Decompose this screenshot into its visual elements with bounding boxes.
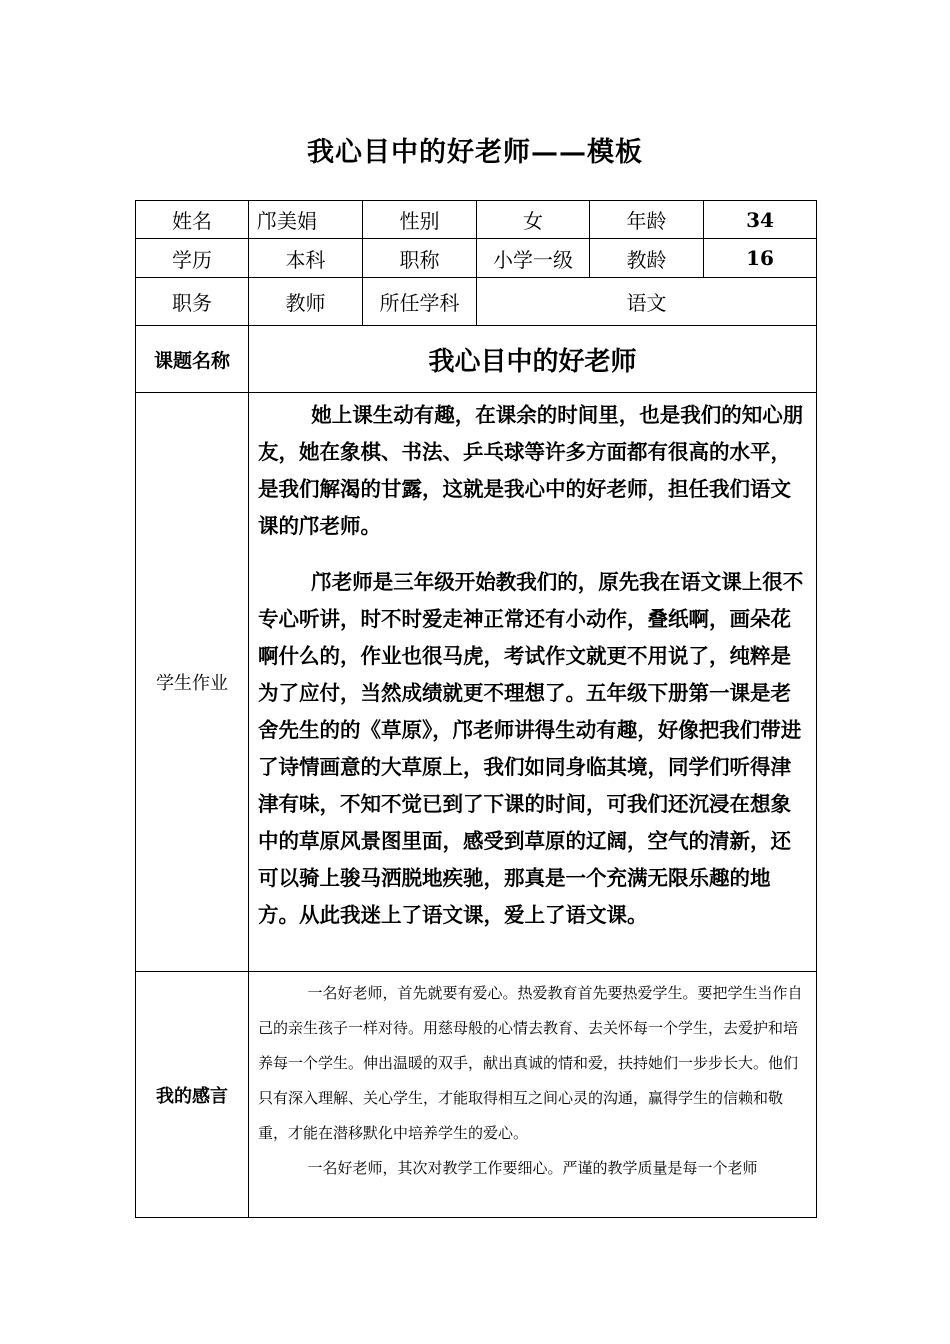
age-label: 年龄 <box>590 201 704 239</box>
gender-value: 女 <box>477 201 590 239</box>
subject-value: 语文 <box>477 278 817 326</box>
professional-title-label: 职称 <box>363 239 477 278</box>
professional-title-value: 小学一级 <box>477 239 590 278</box>
reflection-content <box>249 972 817 1218</box>
homework-content <box>249 393 817 972</box>
subject-label: 所任学科 <box>363 278 477 326</box>
table-row <box>136 972 817 1218</box>
topic-label: 课题名称 <box>136 326 249 393</box>
table-row <box>136 326 817 393</box>
teacher-info-table <box>135 200 817 1218</box>
topic-value: 我心目中的好老师 <box>249 326 817 393</box>
gender-label: 性别 <box>363 201 477 239</box>
education-label: 学历 <box>136 239 249 278</box>
table-row <box>136 239 817 278</box>
page-title: 我心目中的好老师——模板 <box>307 137 643 168</box>
position-value: 教师 <box>249 278 363 326</box>
reflection-paragraph: 一名好老师，首先就要有爱心。热爱教育首先要热爱学生。要把学生当作自己的亲生孩子一样对待。用慈母般的心情去教育、去关怀每一个学生，去爱护和培养每一个学生。伸出温暖的双手，献出真诚的情和爱，扶持她们一步步长大。他们只有深入理解、关心学生，才能取得相互之间心灵的沟通，赢得学生的信赖和敬重，才能在潜移默化中培养学生的爱心。 <box>258 984 803 1142</box>
table-row <box>136 201 817 239</box>
table-row <box>136 278 817 326</box>
homework-paragraph: 她上课生动有趣，在课余的时间里，也是我们的知心朋友，她在象棋、书法、乒乓球等许多方面都有很高的水平，是我们解渴的甘露，这就是我心中的好老师，担任我们语文课的邝老师。 <box>258 403 804 538</box>
reflection-label: 我的感言 <box>136 972 249 1218</box>
table-row <box>136 393 817 972</box>
homework-label: 学生作业 <box>136 393 249 972</box>
name-label: 姓名 <box>136 201 249 239</box>
teaching-years-label: 教龄 <box>590 239 704 278</box>
age-value: 34 <box>704 201 817 239</box>
homework-paragraph: 邝老师是三年级开始教我们的，原先我在语文课上很不专心听讲，时不时爱走神正常还有小动作，叠纸啊，画朵花啊什么的，作业也很马虎，考试作文就更不用说了，纯粹是为了应付，当然成绩就更不理想了。五年级下册第一课是老舍先生的的《草原》，邝老师讲得生动有趣，好像把我们带进了诗情画意的大草原上，我们如同身临其境，同学们听得津津有味，不知不觉已到了下课的时间，可我们还沉浸在想象中的草原风景图里面，感受到草原的辽阔，空气的清新，还可以骑上骏马洒脱地疾驰，那真是一个充满无限乐趣的地方。从此我迷上了语文课，爱上了语文课。 <box>258 570 804 927</box>
teaching-years-value: 16 <box>704 239 817 278</box>
position-label: 职务 <box>136 278 249 326</box>
reflection-paragraph: 一名好老师，其次对教学工作要细心。严谨的教学质量是每一个老师 <box>307 1159 758 1177</box>
name-value: 邝美娟 <box>249 201 363 239</box>
education-value: 本科 <box>249 239 363 278</box>
